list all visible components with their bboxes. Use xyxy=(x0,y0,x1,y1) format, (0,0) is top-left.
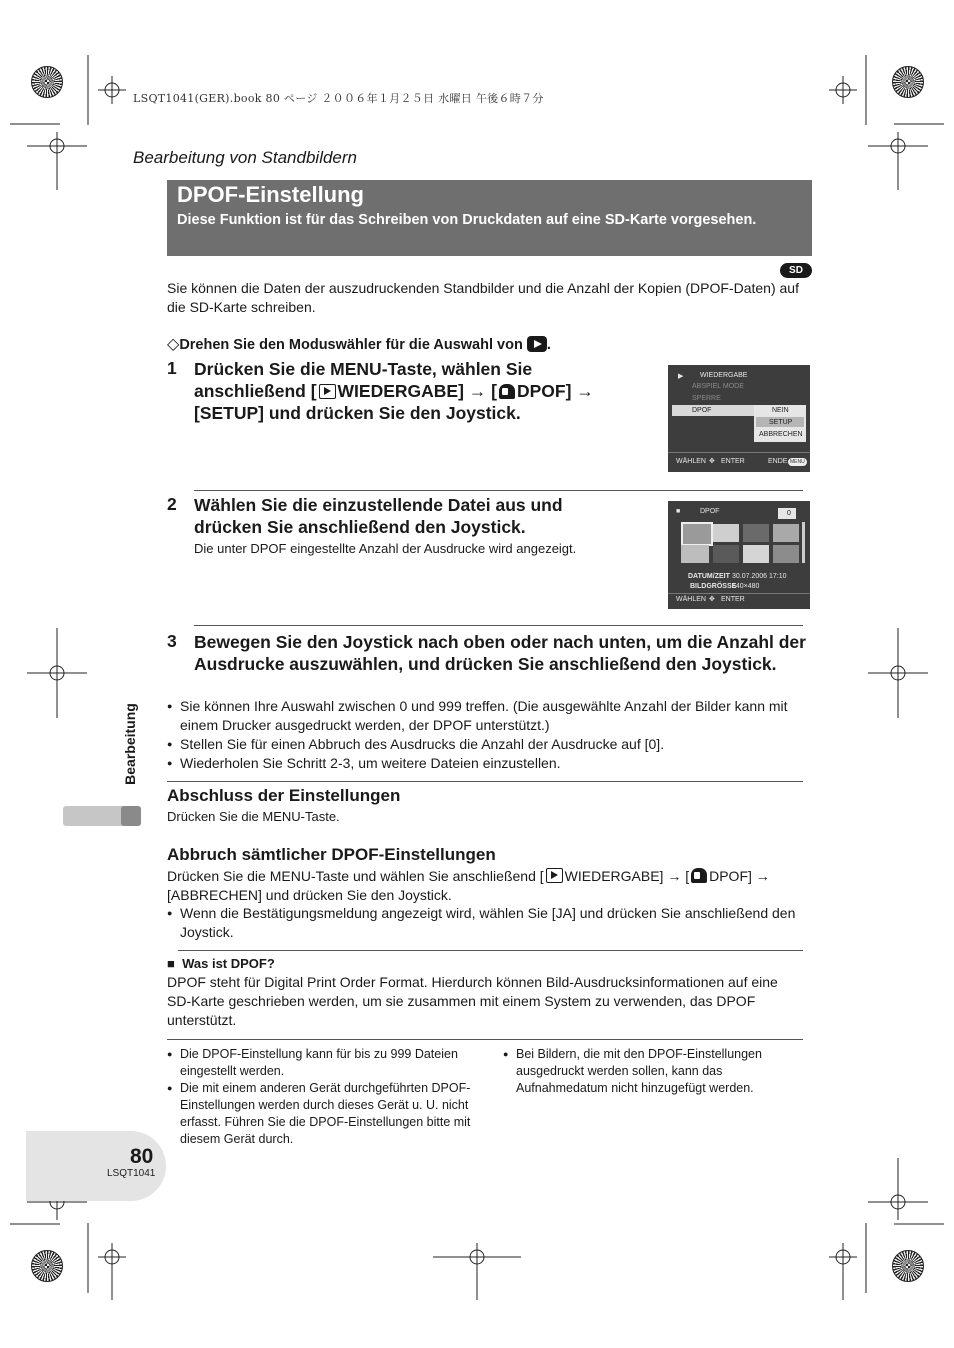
screen2-date-label: DATUM/ZEIT xyxy=(688,573,730,580)
side-label xyxy=(112,700,142,796)
page-number: 80 xyxy=(130,1145,154,1168)
dpof-icon xyxy=(691,868,707,883)
screen1-item-abspiel: ABSPIEL MODE xyxy=(692,383,744,390)
cancel-bullets xyxy=(167,904,807,942)
screen1-option-nein: NEIN xyxy=(772,407,789,414)
playback-icon xyxy=(546,868,563,883)
screen1-footer-left: WÄHLEN xyxy=(676,458,706,465)
intro-text: Sie können die Daten der auszudruckenden Standbilder und die Anzahl der Kopien (DPOF-Daten) auf die SD-Karte schreiben. xyxy=(167,280,799,315)
dpof-info-text: DPOF steht für Digital Print Order Format. Hierdurch können Bild-Ausdrucksinformationen auf eine SD-Karte geschrieben werden, um sie zusammen mit einem System zu verwenden, das DPOF unterstützt. xyxy=(167,974,778,1028)
cancel-text xyxy=(167,867,812,905)
step3-text: Bewegen Sie den Joystick nach oben oder nach unten, um die Anzahl der Ausdrucke auszuwählen, und drücken Sie anschließend den Joystick. xyxy=(194,632,806,674)
mode-instruction: ◇Drehen Sie den Moduswähler für die Auswahl von . xyxy=(167,336,551,353)
list-item: ● Die DPOF-Einstellung kann für bis zu 999 Dateien eingestellt werden. xyxy=(167,1046,477,1080)
menu-screenshot xyxy=(668,365,810,472)
list-item: ● Wiederholen Sie Schritt 2-3, um weitere Dateien einzustellen. xyxy=(167,754,807,773)
divider xyxy=(167,1039,803,1040)
book-meta-line: LSQT1041(GER).book 80 ページ ２００６年１月２５日 水曜日 午後６時７分 xyxy=(133,92,544,105)
list-item: ● Sie können Ihre Auswahl zwischen 0 und 999 treffen. (Die ausgewählte Anzahl der Bilder kann mit einem Drucker ausgedruckt werden, der DPOF unterstützt.) xyxy=(167,697,807,735)
screen1-item-sperre: SPERRE xyxy=(692,395,721,402)
step2-text: Wählen Sie die einzustellende Datei aus und drücken Sie anschließend den Joystick. xyxy=(194,495,563,537)
playback-mode-icon xyxy=(527,336,547,352)
divider xyxy=(167,781,803,782)
divider xyxy=(194,625,803,626)
screen1-playback-icon: ▶ xyxy=(678,373,684,380)
page-subtitle: Diese Funktion ist für das Schreiben von Druckdaten auf eine SD-Karte vorgesehen. xyxy=(177,212,757,228)
divider xyxy=(178,950,803,951)
step1-text xyxy=(194,358,634,424)
list-item: ● Die mit einem anderen Gerät durchgeführten DPOF-Einstellungen werden durch dieses Gerät u. U. nicht erfasst. Führen Sie die DPOF-Einstellungen bitte mit diesem Gerät durch. xyxy=(167,1080,477,1148)
dpof-info-heading xyxy=(167,956,275,971)
step1-text-a: Drücken Sie die MENU-Taste, wählen Sie anschließend [ xyxy=(194,359,533,401)
square-bullet-icon: ■ xyxy=(167,956,175,971)
screen1-item-wiedergabe: WIEDERGABE xyxy=(700,372,748,379)
list-item: ● Bei Bildern, die mit den DPOF-Einstellungen ausgedruckt werden sollen, kann das Aufnahmedatum nicht hinzugefügt werden. xyxy=(503,1046,783,1097)
cancel-title: Abbruch sämtlicher DPOF-Einstellungen xyxy=(167,845,496,864)
screen1-menu-badge: MENU xyxy=(790,459,805,465)
step3-number: 3 xyxy=(167,631,177,651)
playback-icon xyxy=(319,384,336,399)
cancel-text-b: WIEDERGABE] → [ xyxy=(564,868,690,884)
section-title: Bearbeitung von Standbildern xyxy=(133,148,357,167)
screen2-title: DPOF xyxy=(700,508,720,515)
notes-right xyxy=(503,1046,783,1097)
screen1-footer-right: ENDE xyxy=(768,458,788,465)
step3-bullets xyxy=(167,697,807,773)
screen2-date-value: 30.07.2006 17:10 xyxy=(732,573,787,580)
mode-instruction-text: Drehen Sie den Moduswähler für die Auswahl von xyxy=(179,337,523,353)
finish-text: Drücken Sie die MENU-Taste. xyxy=(167,809,340,824)
step1-text-c: DPOF] → [SETUP] und drücken Sie den Joystick. xyxy=(194,381,594,423)
screen1-option-setup: SETUP xyxy=(769,419,793,426)
sd-badge: SD xyxy=(780,263,812,278)
side-label-text: Bearbeitung xyxy=(122,703,138,785)
thumbnail-screenshot xyxy=(668,501,810,609)
step2-note: Die unter DPOF eingestellte Anzahl der Ausdrucke wird angezeigt. xyxy=(194,541,577,556)
header-box xyxy=(167,180,812,256)
diamond-icon: ◇ xyxy=(167,336,180,353)
cancel-text-c: DPOF] → [ABBRECHEN] und drücken Sie den Joystick. xyxy=(167,868,770,903)
screen2-footer-mid: ENTER xyxy=(721,596,745,603)
step2-number: 2 xyxy=(167,494,177,514)
finish-title: Abschluss der Einstellungen xyxy=(167,786,401,805)
notes-left xyxy=(167,1046,477,1148)
screen1-item-dpof: DPOF xyxy=(692,407,712,414)
screen2-footer-left: WÄHLEN xyxy=(676,596,706,603)
dpof-info-title: Was ist DPOF? xyxy=(182,956,275,971)
divider xyxy=(194,490,803,491)
joystick-icon: ✥ xyxy=(709,596,715,603)
screen1-option-abbrechen: ABBRECHEN xyxy=(759,431,803,438)
page-title: DPOF-Einstellung xyxy=(177,182,364,207)
list-item: ● Stellen Sie für einen Abbruch des Ausdrucks die Anzahl der Ausdrucke auf [0]. xyxy=(167,735,807,754)
screen2-size-label: BILDGRÖSSE xyxy=(690,583,737,590)
screen2-size-value: 640×480 xyxy=(732,583,760,590)
page-code: LSQT1041 xyxy=(107,1168,156,1179)
screen1-footer-mid: ENTER xyxy=(721,458,745,465)
screen2-dpof-icon: ■ xyxy=(676,508,681,515)
screen2-count: 0 xyxy=(787,510,791,517)
side-tab-marker xyxy=(121,806,141,826)
cancel-text-a: Drücken Sie die MENU-Taste und wählen Sie anschließend [ xyxy=(167,868,544,884)
list-item: ● Wenn die Bestätigungsmeldung angezeigt wird, wählen Sie [JA] und drücken Sie anschließend den Joystick. xyxy=(167,904,807,942)
joystick-icon: ✥ xyxy=(709,458,715,465)
step1-text-b: WIEDERGABE] → [ xyxy=(337,381,497,401)
dpof-icon xyxy=(499,384,515,399)
step1-number: 1 xyxy=(167,358,177,378)
